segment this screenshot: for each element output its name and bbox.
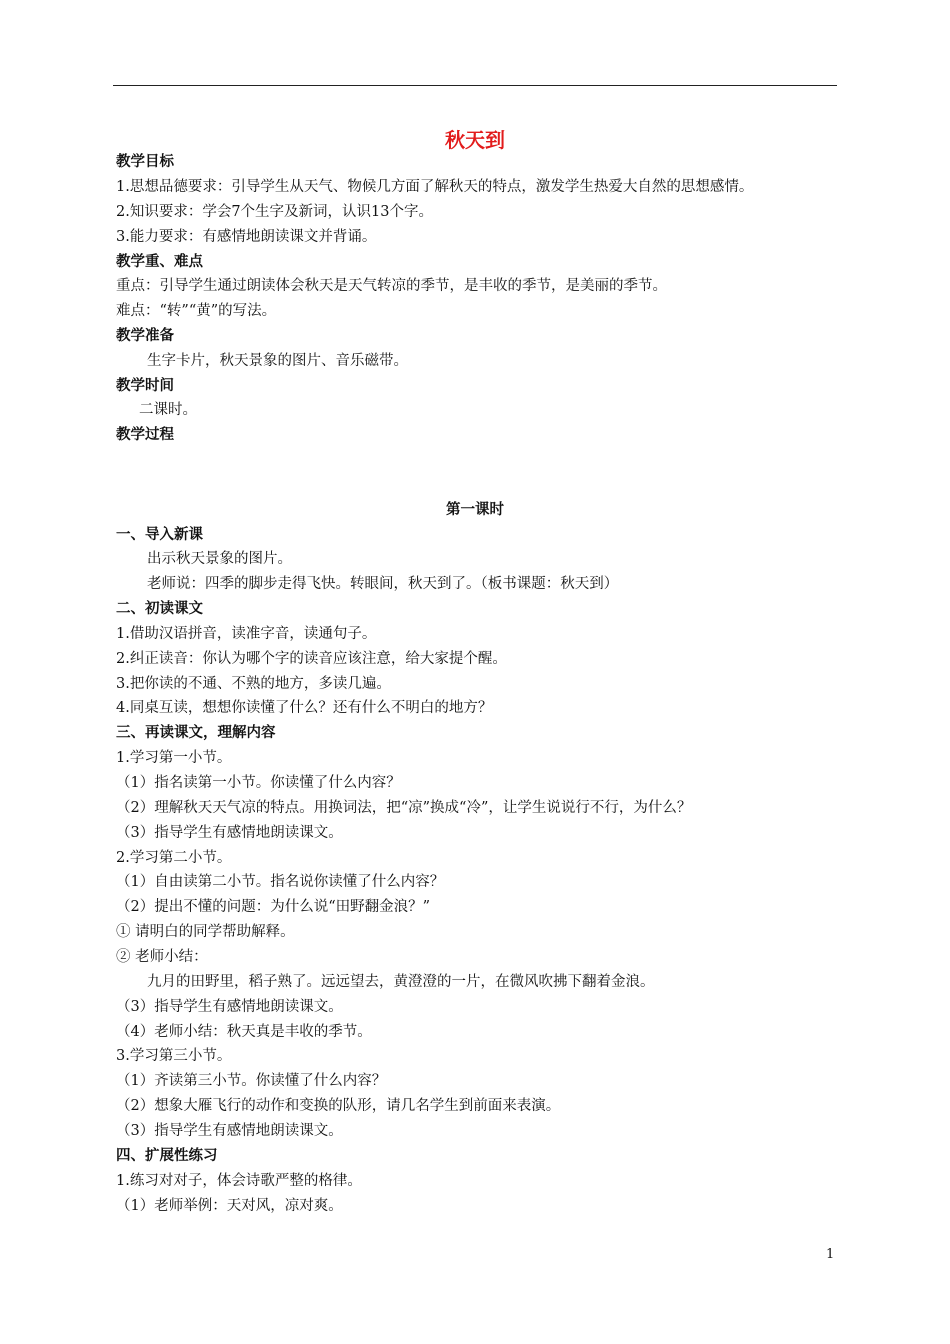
part2-heading: 二、初读课文 [116, 601, 203, 617]
part2-line: 3.把你读的不通、不熟的地方，多读几遍。 [116, 676, 391, 692]
key-points-heading: 教学重、难点 [116, 254, 203, 270]
prep-line: 生字卡片，秋天景象的图片、音乐磁带。 [147, 353, 408, 369]
part3-line: ① 请明白的同学帮助解释。 [116, 924, 295, 940]
part3-line: ② 老师小结： [116, 949, 208, 965]
difficulty-line: 难点：“转”“黄”的写法。 [116, 303, 277, 319]
key-point-line: 重点：引导学生通过朗读体会秋天是天气转凉的季节，是丰收的季节，是美丽的季节。 [116, 278, 667, 294]
part3-line: 3.学习第三小节。 [116, 1048, 232, 1064]
time-line: 二课时。 [139, 402, 197, 418]
part3-line: （4）老师小结：秋天真是丰收的季节。 [116, 1024, 372, 1040]
objective-line: 3.能力要求：有感情地朗读课文并背诵。 [116, 229, 377, 245]
lesson1-heading: 第一课时 [446, 502, 504, 518]
part2-line: 1.借助汉语拼音，读准字音，读通句子。 [116, 626, 377, 642]
part3-line: 1.学习第一小节。 [116, 750, 232, 766]
part2-line: 4.同桌互读，想想你读懂了什么？还有什么不明白的地方？ [116, 700, 493, 716]
part3-line: （2）想象大雁飞行的动作和变换的队形，请几名学生到前面来表演。 [116, 1098, 561, 1114]
process-heading: 教学过程 [116, 427, 174, 443]
top-rule [113, 85, 837, 86]
part1-heading: 一、导入新课 [116, 527, 203, 543]
objective-line: 2.知识要求：学会7个生字及新词，认识13个字。 [116, 204, 434, 220]
part3-heading: 三、再读课文，理解内容 [116, 725, 276, 741]
part2-line: 2.纠正读音：你认为哪个字的读音应该注意，给大家提个醒。 [116, 651, 507, 667]
time-heading: 教学时间 [116, 378, 174, 394]
objective-line: 1.思想品德要求：引导学生从天气、物候几方面了解秋天的特点，激发学生热爱大自然的思想感情。 [116, 179, 754, 195]
part3-line: 2.学习第二小节。 [116, 850, 232, 866]
part3-line: （3）指导学生有感情地朗读课文。 [116, 999, 343, 1015]
part3-line: 九月的田野里，稻子熟了。远远望去，黄澄澄的一片，在微风吹拂下翻着金浪。 [147, 974, 655, 990]
part3-line: （1）指名读第一小节。你读懂了什么内容？ [116, 775, 401, 791]
part3-line: （2）提出不懂的问题：为什么说“田野翻金浪？” [116, 899, 431, 915]
part1-line: 出示秋天景象的图片。 [147, 551, 292, 567]
part4-heading: 四、扩展性练习 [116, 1148, 218, 1164]
objectives-heading: 教学目标 [116, 154, 174, 170]
part3-line: （3）指导学生有感情地朗读课文。 [116, 825, 343, 841]
part3-line: （2）理解秋天天气凉的特点。用换词法，把“凉”换成“冷”，让学生说说行不行，为什么？ [116, 800, 692, 816]
document-title: 秋天到 [445, 128, 505, 152]
prep-heading: 教学准备 [116, 328, 174, 344]
part3-line: （1）齐读第三小节。你读懂了什么内容？ [116, 1073, 387, 1089]
part3-line: （1）自由读第二小节。指名说你读懂了什么内容？ [116, 874, 445, 890]
part4-line: 1.练习对对子，体会诗歌严整的格律。 [116, 1173, 362, 1189]
page-number: 1 [826, 1247, 835, 1262]
part1-line: 老师说：四季的脚步走得飞快。转眼间，秋天到了。（板书课题：秋天到） [147, 576, 619, 592]
part3-line: （3）指导学生有感情地朗读课文。 [116, 1123, 343, 1139]
part4-line: （1）老师举例：天对风，凉对爽。 [116, 1198, 343, 1214]
